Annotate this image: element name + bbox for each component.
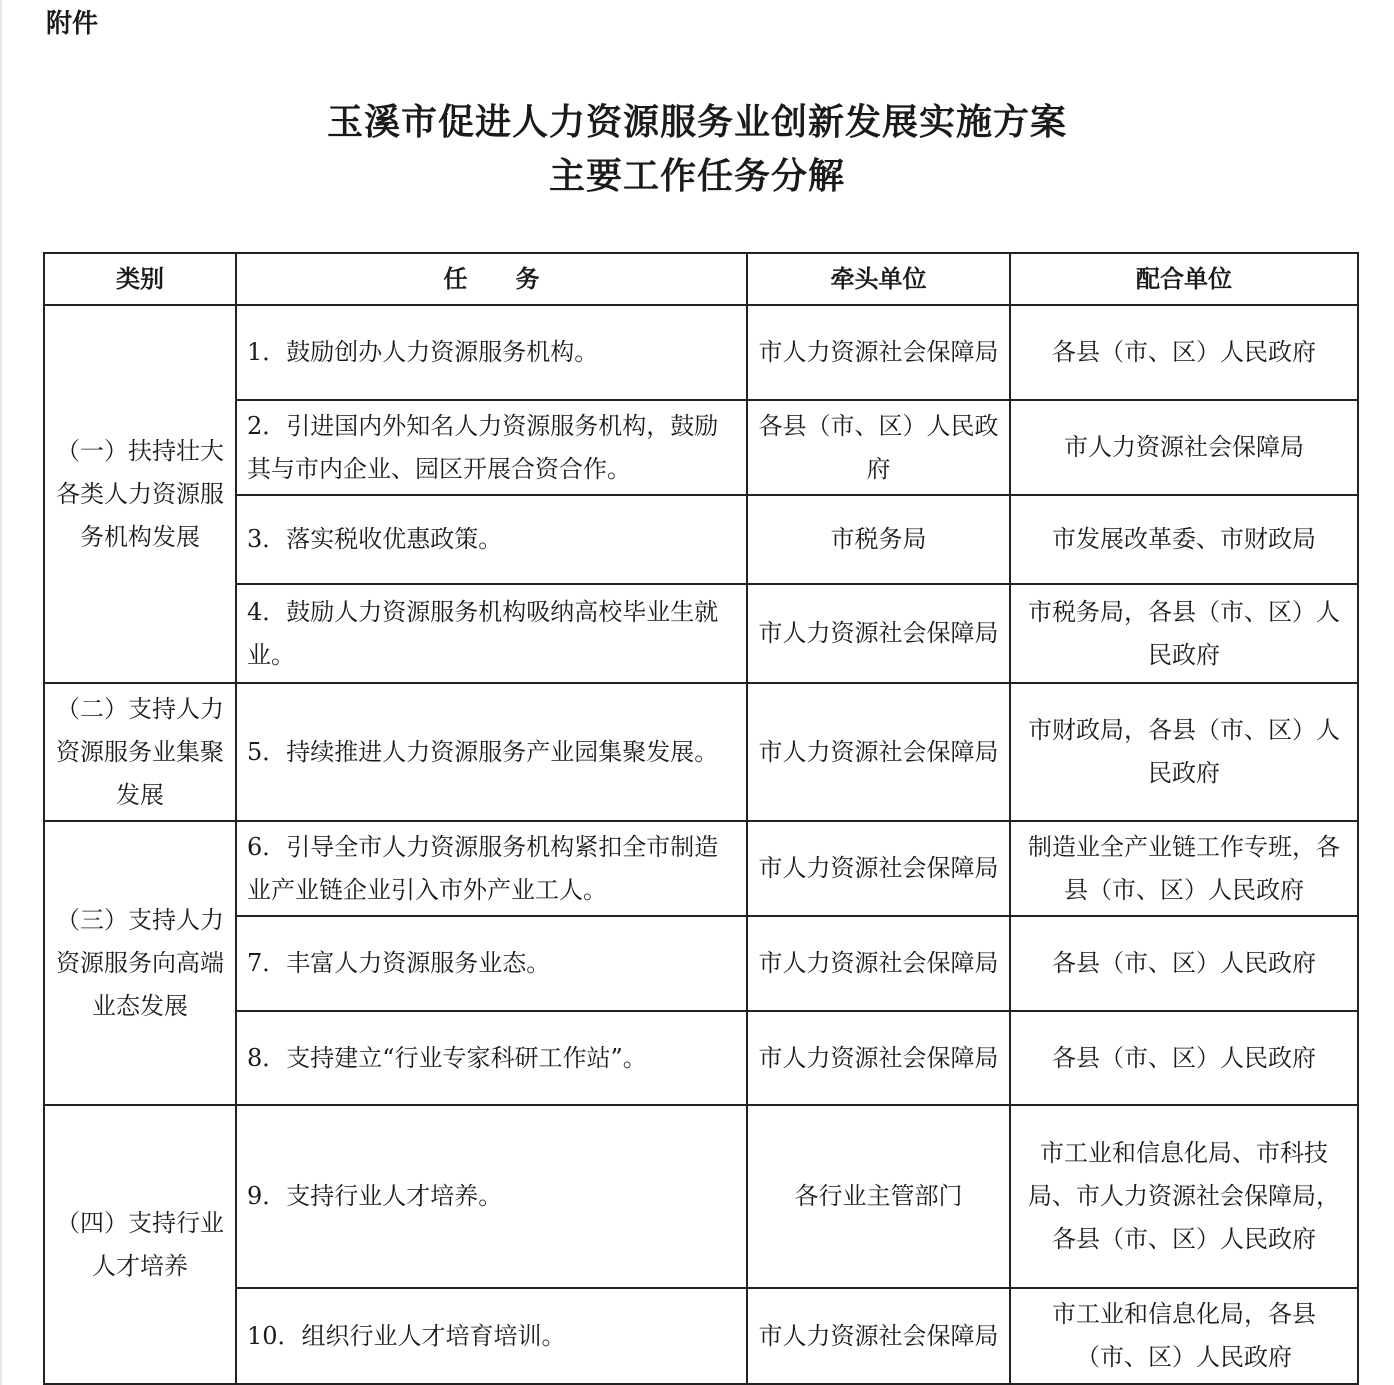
cooperate-unit-cell: 市工业和信息化局，各县（市、区）人民政府 <box>1010 1288 1358 1384</box>
table-header-row <box>44 253 1358 305</box>
page-edge <box>0 0 2 1385</box>
cooperate-unit-cell: 市工业和信息化局、市科技局、市人力资源社会保障局，各县（市、区）人民政府 <box>1010 1105 1358 1288</box>
header-cooperate: 配合单位 <box>1010 253 1358 305</box>
document-title-line1: 玉溪市促进人力资源服务业创新发展实施方案 <box>326 102 1067 143</box>
cooperate-unit-cell: 制造业全产业链工作专班，各县（市、区）人民政府 <box>1010 821 1358 916</box>
task-cell: 10．组织行业人才培育培训。 <box>236 1288 747 1384</box>
cooperate-unit-cell: 市发展改革委、市财政局 <box>1010 495 1358 584</box>
lead-unit-cell: 市人力资源社会保障局 <box>747 1288 1010 1384</box>
table-row <box>44 305 1358 400</box>
lead-unit-cell: 市人力资源社会保障局 <box>747 821 1010 916</box>
lead-unit-cell: 市人力资源社会保障局 <box>747 683 1010 821</box>
table-row <box>44 584 1358 683</box>
cooperate-unit-cell: 各县（市、区）人民政府 <box>1010 1011 1358 1105</box>
task-cell: 1．鼓励创办人力资源服务机构。 <box>236 305 747 400</box>
cooperate-unit-cell: 各县（市、区）人民政府 <box>1010 916 1358 1011</box>
table-row <box>44 1288 1358 1384</box>
lead-unit-cell: 各行业主管部门 <box>747 1105 1010 1288</box>
task-cell: 5．持续推进人力资源服务产业园集聚发展。 <box>236 683 747 821</box>
header-task: 任 务 <box>236 253 747 305</box>
category-cell: （四）支持行业人才培养 <box>44 1105 236 1384</box>
category-cell: （二）支持人力资源服务业集聚发展 <box>44 683 236 821</box>
cooperate-unit-cell: 市财政局，各县（市、区）人民政府 <box>1010 683 1358 821</box>
task-cell: 8．支持建立“行业专家科研工作站”。 <box>236 1011 747 1105</box>
table-row <box>44 821 1358 916</box>
table-row <box>44 1105 1358 1288</box>
table-row <box>44 916 1358 1011</box>
header-lead: 牵头单位 <box>747 253 1010 305</box>
lead-unit-cell: 市人力资源社会保障局 <box>747 1011 1010 1105</box>
table-row <box>44 400 1358 495</box>
lead-unit-cell: 各县（市、区）人民政府 <box>747 400 1010 495</box>
table-row <box>44 683 1358 821</box>
document-title-line2: 主要工作任务分解 <box>548 156 845 197</box>
cooperate-unit-cell: 市税务局，各县（市、区）人民政府 <box>1010 584 1358 683</box>
task-cell: 9．支持行业人才培养。 <box>236 1105 747 1288</box>
table-row <box>44 1011 1358 1105</box>
lead-unit-cell: 市人力资源社会保障局 <box>747 305 1010 400</box>
task-table <box>43 252 1359 1385</box>
attachment-label: 附件 <box>46 9 99 39</box>
lead-unit-cell: 市人力资源社会保障局 <box>747 916 1010 1011</box>
category-cell: （三）支持人力资源服务向高端业态发展 <box>44 821 236 1105</box>
task-cell: 6．引导全市人力资源服务机构紧扣全市制造业产业链企业引入市外产业工人。 <box>236 821 747 916</box>
task-cell: 3．落实税收优惠政策。 <box>236 495 747 584</box>
table-row <box>44 495 1358 584</box>
header-category: 类别 <box>44 253 236 305</box>
cooperate-unit-cell: 市人力资源社会保障局 <box>1010 400 1358 495</box>
lead-unit-cell: 市人力资源社会保障局 <box>747 584 1010 683</box>
task-cell: 4．鼓励人力资源服务机构吸纳高校毕业生就业。 <box>236 584 747 683</box>
task-cell: 7．丰富人力资源服务业态。 <box>236 916 747 1011</box>
lead-unit-cell: 市税务局 <box>747 495 1010 584</box>
cooperate-unit-cell: 各县（市、区）人民政府 <box>1010 305 1358 400</box>
category-cell: （一）扶持壮大各类人力资源服务机构发展 <box>44 305 236 683</box>
task-cell: 2．引进国内外知名人力资源服务机构，鼓励其与市内企业、园区开展合资合作。 <box>236 400 747 495</box>
